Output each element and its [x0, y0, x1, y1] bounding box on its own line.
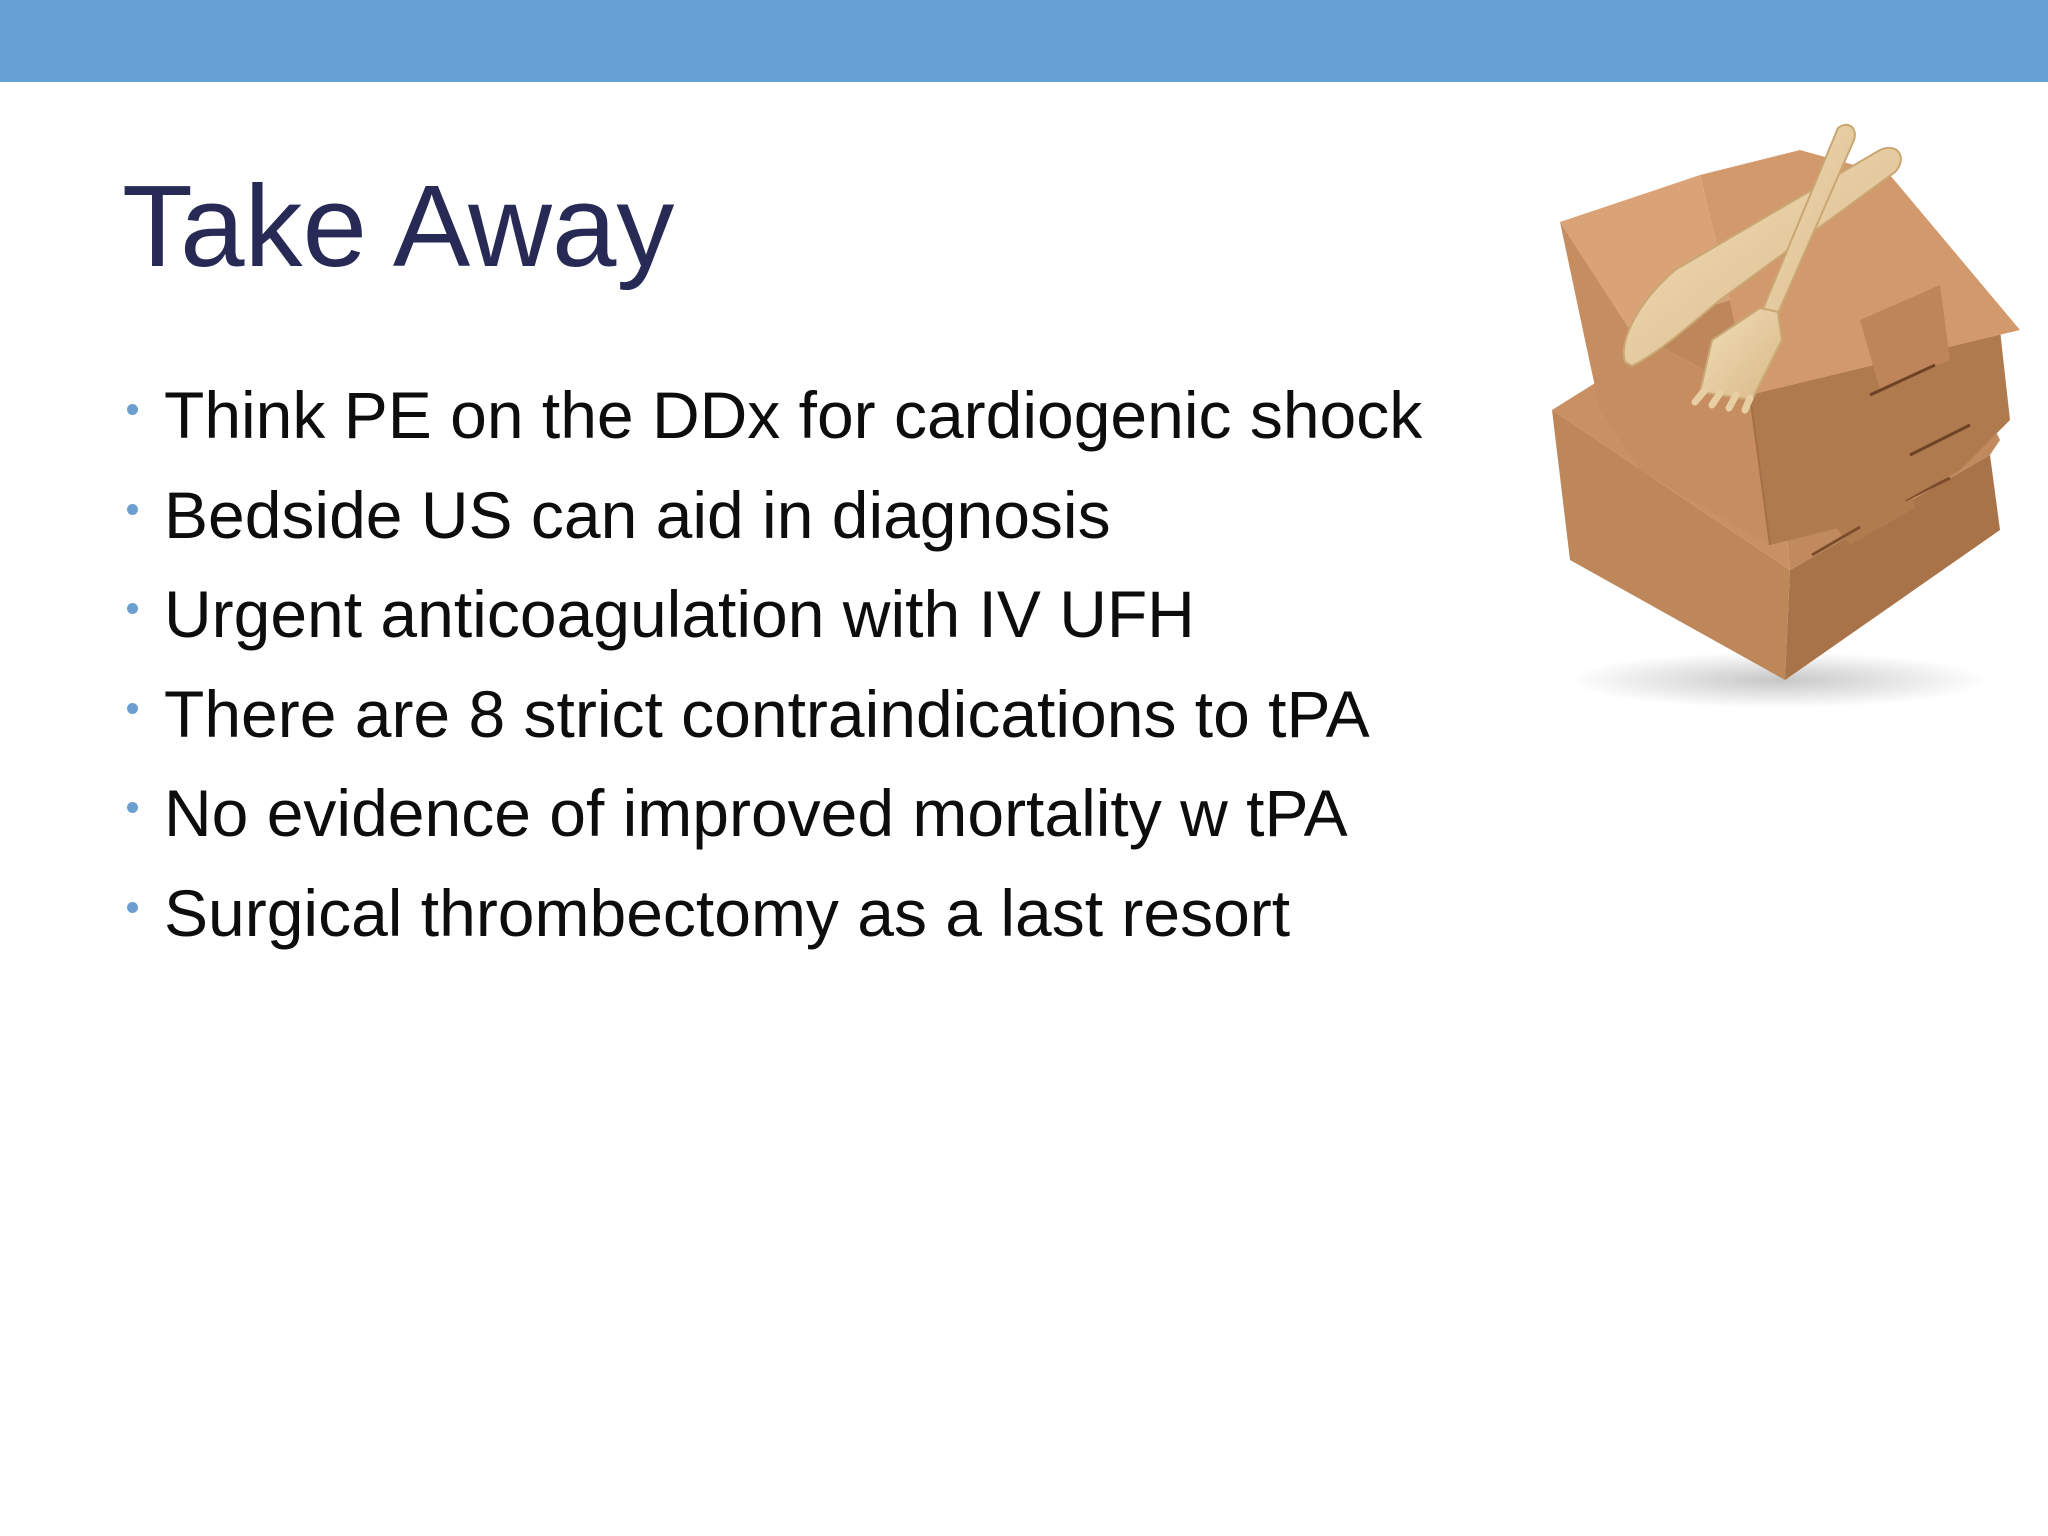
header-accent-bar [0, 0, 2048, 82]
slide-title: Take Away [122, 161, 675, 291]
bullet-text: Think PE on the DDx for cardiogenic shock [164, 378, 1423, 452]
bullet-dot-icon [127, 902, 138, 913]
takeout-boxes-icon [1510, 115, 2048, 715]
bullet-dot-icon [127, 802, 138, 813]
bullet-dot-icon [127, 504, 138, 515]
bullet-dot-icon [127, 404, 138, 415]
bullet-text: Surgical thrombectomy as a last resort [164, 875, 1291, 950]
bullet-text: Bedside US can aid in diagnosis [164, 477, 1111, 552]
bullet-dot-icon [127, 603, 138, 614]
bullet-text: No evidence of improved mortality w tPA [164, 776, 1348, 850]
bullet-dot-icon [127, 703, 138, 714]
bullet-text: Urgent anticoagulation with IV UFH [164, 577, 1195, 651]
bullet-text: There are 8 strict contraindications to tPA [164, 676, 1370, 751]
